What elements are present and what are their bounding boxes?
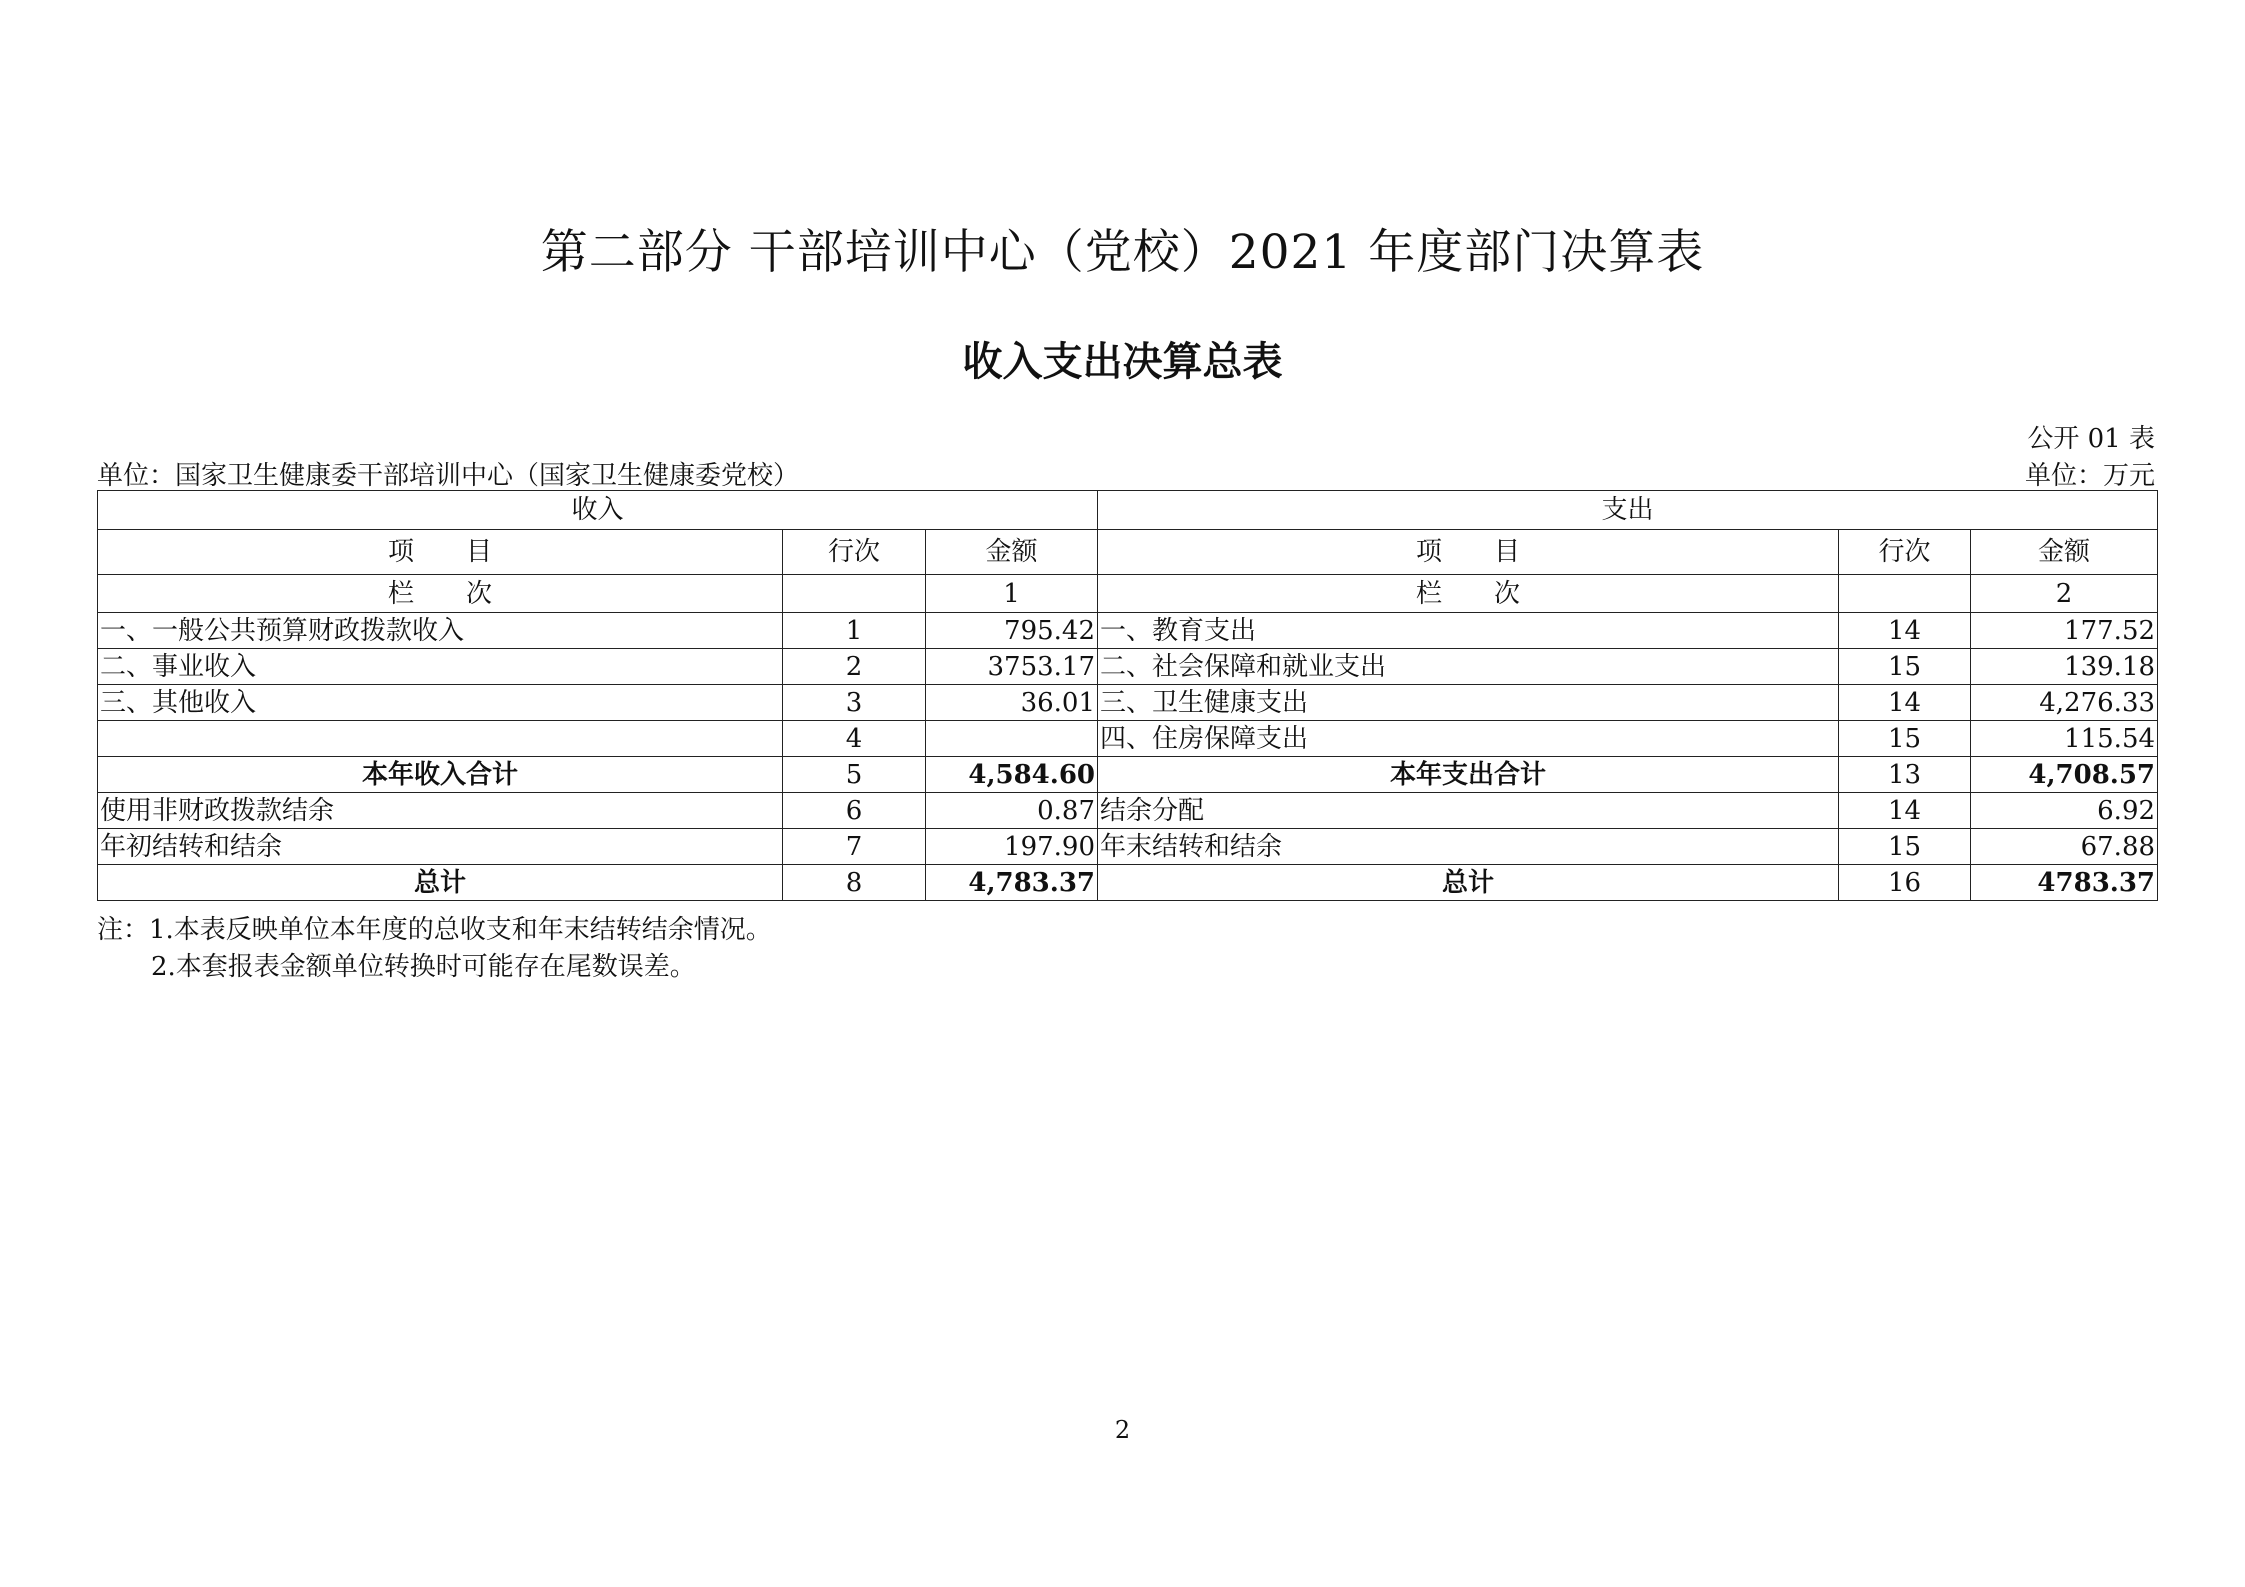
income-item: 年初结转和结余 xyxy=(98,829,783,865)
column-header-row xyxy=(98,530,2158,575)
table-row xyxy=(98,649,2158,685)
document-title: 第二部分 干部培训中心（党校）2021 年度部门决算表 xyxy=(540,225,1705,280)
expense-row-no: 13 xyxy=(1839,757,1971,793)
expense-item: 二、社会保障和就业支出 xyxy=(1098,649,1839,685)
income-index-label: 栏 次 xyxy=(98,575,783,613)
income-item: 使用非财政拨款结余 xyxy=(98,793,783,829)
income-column-index: 1 xyxy=(926,575,1098,613)
income-section-header: 收入 xyxy=(98,491,1098,530)
expense-index-empty xyxy=(1839,575,1971,613)
expense-subtotal-amount: 4,708.57 xyxy=(1971,757,2158,793)
expense-subtotal-label: 本年支出合计 xyxy=(1098,757,1839,793)
expense-row-no: 15 xyxy=(1839,829,1971,865)
expense-amount: 177.52 xyxy=(1971,613,2158,649)
income-row-no: 6 xyxy=(783,793,926,829)
form-number: 公开 01 表 xyxy=(2027,424,2155,454)
income-subtotal-label: 本年收入合计 xyxy=(98,757,783,793)
income-row-no: 3 xyxy=(783,685,926,721)
table-notes xyxy=(97,912,772,986)
expense-amount: 4,276.33 xyxy=(1971,685,2158,721)
income-item: 三、其他收入 xyxy=(98,685,783,721)
expense-column-index: 2 xyxy=(1971,575,2158,613)
income-row-no: 5 xyxy=(783,757,926,793)
expense-amount: 115.54 xyxy=(1971,721,2158,757)
table-row xyxy=(98,685,2158,721)
table-row xyxy=(98,721,2158,757)
income-index-empty xyxy=(783,575,926,613)
currency-unit: 单位：万元 xyxy=(2024,461,2155,491)
expense-item-header: 项 目 xyxy=(1098,530,1839,575)
expense-total-amount: 4783.37 xyxy=(1971,865,2158,901)
page-number: 2 xyxy=(1114,1416,1131,1444)
subtotal-row xyxy=(98,757,2158,793)
expense-amount: 139.18 xyxy=(1971,649,2158,685)
total-row xyxy=(98,865,2158,901)
income-expense-table xyxy=(97,490,2158,901)
table-row xyxy=(98,613,2158,649)
income-row-no: 2 xyxy=(783,649,926,685)
income-item: 二、事业收入 xyxy=(98,649,783,685)
expense-row-no-header: 行次 xyxy=(1839,530,1971,575)
income-item-header: 项 目 xyxy=(98,530,783,575)
expense-row-no: 16 xyxy=(1839,865,1971,901)
column-index-row xyxy=(98,575,2158,613)
note-line-1: 注：1.本表反映单位本年度的总收支和年末结转结余情况。 xyxy=(97,915,772,945)
table-title: 收入支出决算总表 xyxy=(962,338,1283,385)
expense-item: 四、住房保障支出 xyxy=(1098,721,1839,757)
income-total-label: 总计 xyxy=(98,865,783,901)
income-subtotal-amount: 4,584.60 xyxy=(926,757,1098,793)
expense-section-header: 支出 xyxy=(1098,491,2158,530)
income-amount xyxy=(926,721,1098,757)
expense-amount-header: 金额 xyxy=(1971,530,2158,575)
expense-item: 一、教育支出 xyxy=(1098,613,1839,649)
income-total-amount: 4,783.37 xyxy=(926,865,1098,901)
table-row xyxy=(98,793,2158,829)
expense-row-no: 15 xyxy=(1839,649,1971,685)
income-row-no: 4 xyxy=(783,721,926,757)
expense-amount: 67.88 xyxy=(1971,829,2158,865)
income-amount: 197.90 xyxy=(926,829,1098,865)
expense-amount: 6.92 xyxy=(1971,793,2158,829)
expense-index-label: 栏 次 xyxy=(1098,575,1839,613)
expense-row-no: 15 xyxy=(1839,721,1971,757)
income-row-no: 7 xyxy=(783,829,926,865)
expense-item: 三、卫生健康支出 xyxy=(1098,685,1839,721)
income-amount: 3753.17 xyxy=(926,649,1098,685)
table-row xyxy=(98,829,2158,865)
income-row-no: 8 xyxy=(783,865,926,901)
expense-total-label: 总计 xyxy=(1098,865,1839,901)
expense-row-no: 14 xyxy=(1839,613,1971,649)
expense-item: 结余分配 xyxy=(1098,793,1839,829)
income-amount-header: 金额 xyxy=(926,530,1098,575)
income-amount: 36.01 xyxy=(926,685,1098,721)
income-item xyxy=(98,721,783,757)
expense-row-no: 14 xyxy=(1839,793,1971,829)
expense-row-no: 14 xyxy=(1839,685,1971,721)
income-row-no-header: 行次 xyxy=(783,530,926,575)
income-amount: 795.42 xyxy=(926,613,1098,649)
note-line-2: 2.本套报表金额单位转换时可能存在尾数误差。 xyxy=(151,952,696,982)
income-row-no: 1 xyxy=(783,613,926,649)
section-header-row xyxy=(98,491,2158,530)
income-item: 一、一般公共预算财政拨款收入 xyxy=(98,613,783,649)
expense-item: 年末结转和结余 xyxy=(1098,829,1839,865)
income-amount: 0.87 xyxy=(926,793,1098,829)
reporting-unit: 单位：国家卫生健康委干部培训中心（国家卫生健康委党校） xyxy=(97,461,800,491)
